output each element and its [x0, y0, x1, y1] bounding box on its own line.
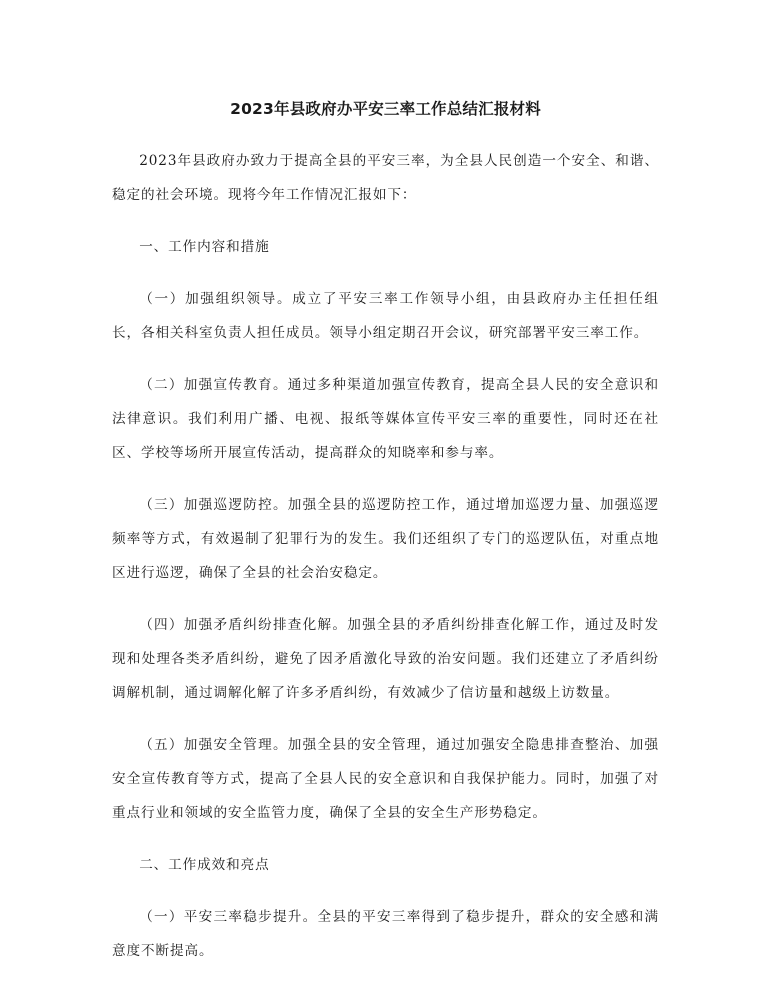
document-title: 2023年县政府办平安三率工作总结汇报材料: [230, 100, 541, 118]
document-page: [112, 94, 659, 986]
section-heading-measures: 一、工作内容和措施: [139, 239, 270, 255]
paragraph-patrol-control: （三）加强巡逻防控。加强全县的巡逻防控工作，通过增加巡逻力量、加强巡逻频率等方式，有效遏制了犯罪行为的发生。我们还组织了专门的巡逻队伍，对重点地区进行巡逻，确保了全县的社会治安稳定。: [112, 497, 659, 581]
intro-paragraph: 2023年县政府办致力于提高全县的平安三率，为全县人民创造一个安全、和谐、稳定的社会环境。现将今年工作情况汇报如下：: [112, 153, 659, 203]
paragraph-safety-management: （五）加强安全管理。加强全县的安全管理，通过加强安全隐患排查整治、加强安全宣传教育等方式，提高了全县人民的安全意识和自我保护能力。同时，加强了对重点行业和领域的安全监管力度，确保了全县的安全生产形势稳定。: [112, 737, 659, 821]
paragraph-dispute-resolution: （四）加强矛盾纠纷排查化解。加强全县的矛盾纠纷排查化解工作，通过及时发现和处理各类矛盾纠纷，避免了因矛盾激化导致的治安问题。我们还建立了矛盾纠纷调解机制，通过调解化解了许多矛盾纠纷，有效减少了信访量和越级上访数量。: [112, 617, 659, 701]
section-heading-results: 二、工作成效和亮点: [139, 857, 270, 873]
paragraph-publicity-education: （二）加强宣传教育。通过多种渠道加强宣传教育，提高全县人民的安全意识和法律意识。我们利用广播、电视、报纸等媒体宣传平安三率的重要性，同时还在社区、学校等场所开展宣传活动，提高群众的知晓率和参与率。: [112, 377, 659, 461]
paragraph-organization-leadership: （一）加强组织领导。成立了平安三率工作领导小组，由县政府办主任担任组长，各相关科室负责人担任成员。领导小组定期召开会议，研究部署平安三率工作。: [112, 291, 659, 341]
paragraph-steady-improvement: （一）平安三率稳步提升。全县的平安三率得到了稳步提升，群众的安全感和满意度不断提高。: [112, 909, 659, 959]
